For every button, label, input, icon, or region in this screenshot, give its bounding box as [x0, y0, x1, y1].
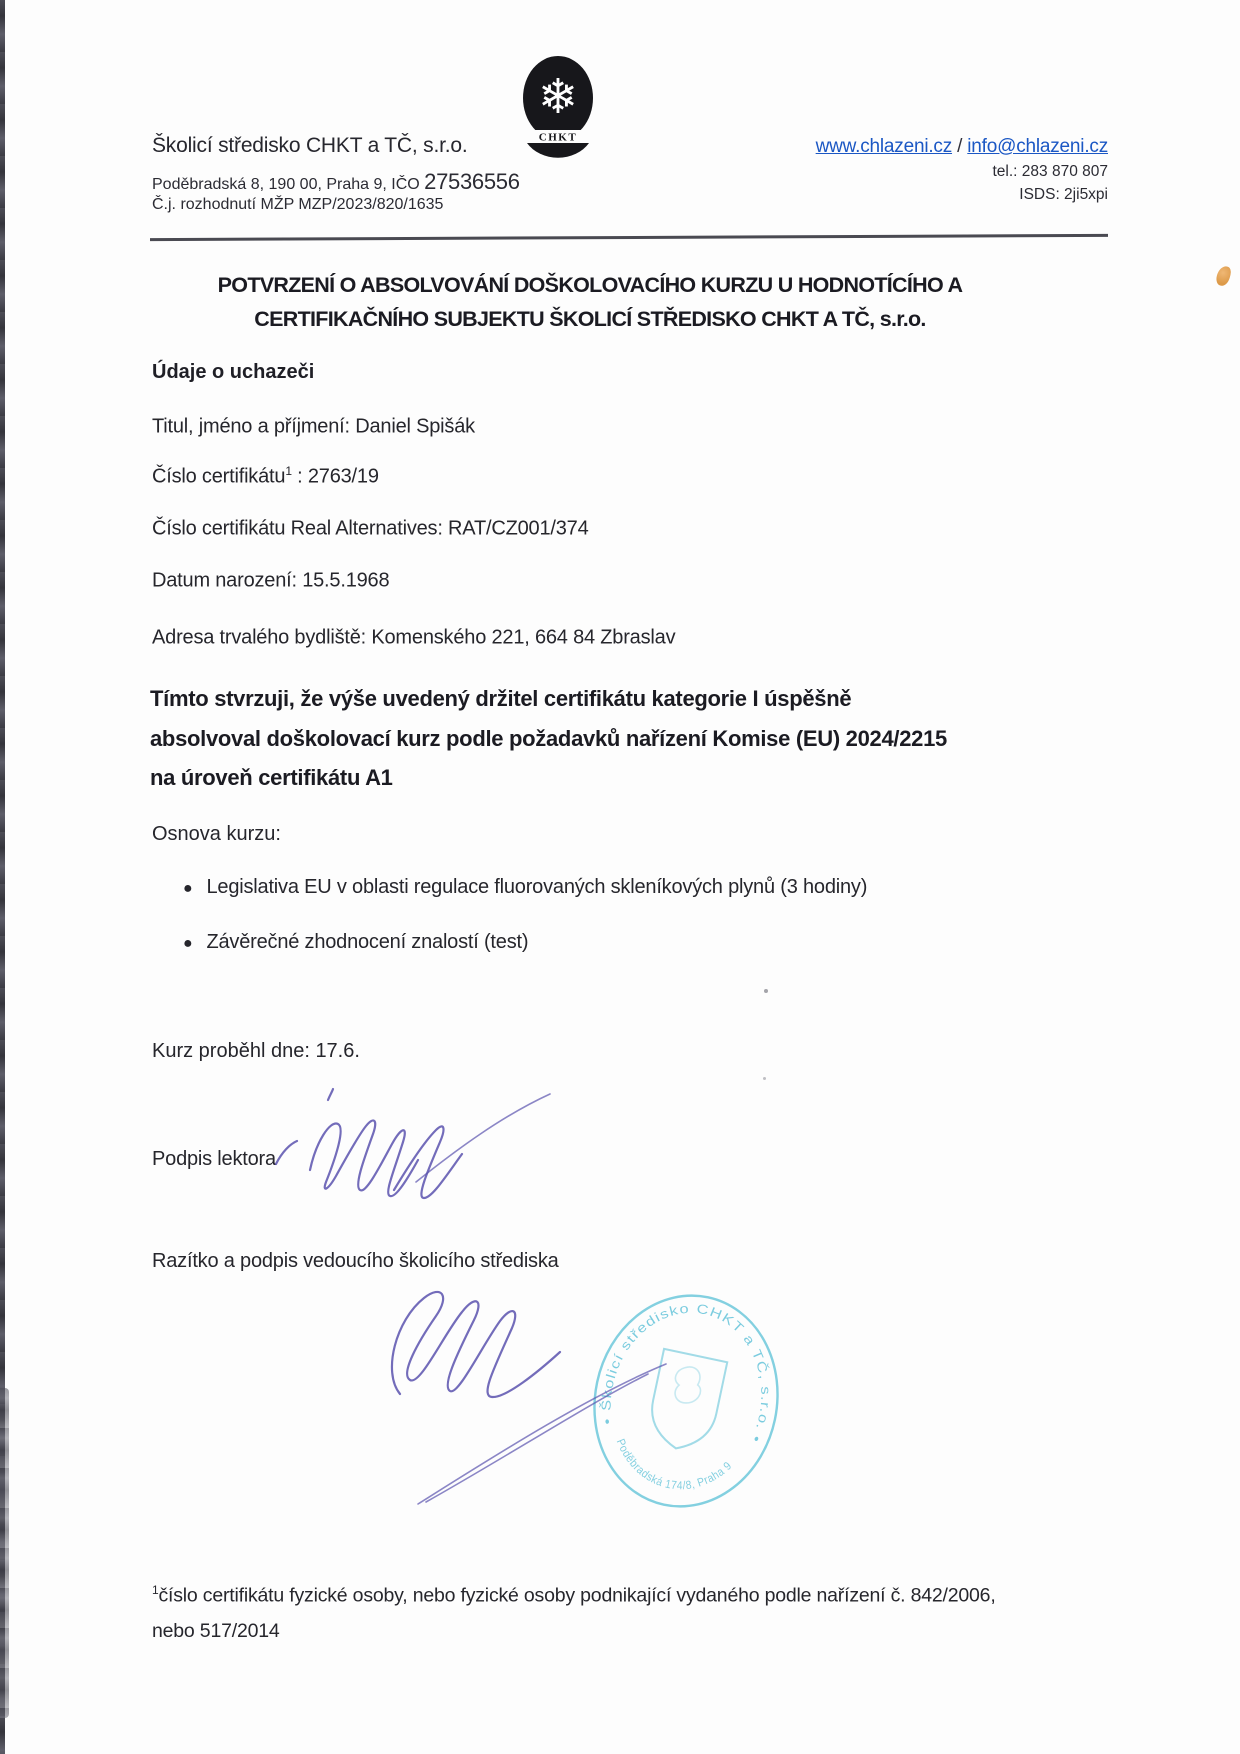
field-value: : 2763/19	[291, 465, 379, 488]
field-row-name	[152, 414, 475, 439]
director-signature-ink	[348, 1276, 683, 1516]
scan-edge-artifact	[0, 1388, 9, 1718]
email-link[interactable]: info@chlazeni.cz	[967, 136, 1108, 157]
bullet-icon: ●	[183, 880, 193, 897]
ink-speck	[764, 989, 768, 993]
chkt-logo	[523, 56, 593, 160]
statement-line2: absolvoval doškolovací kurz podle požadavků nařízení Komise (EU) 2024/2215	[150, 725, 947, 751]
bullet-text: Závěrečné zhodnocení znalostí (test)	[206, 931, 529, 953]
header-divider	[150, 234, 1108, 241]
footnote-sup: 1	[152, 1583, 159, 1597]
field-label: Adresa trvalého bydliště:	[152, 626, 367, 649]
isds-number: ISDS: 2ji5xpi	[1019, 186, 1108, 203]
document-title	[150, 268, 1108, 336]
document-title-line1: POTVRZENÍ O ABSOLVOVÁNÍ DOŠKOLOVACÍHO KURZU U HODNOTÍCÍHO A	[217, 273, 963, 297]
field-value: RAT/CZ001/374	[442, 517, 589, 540]
field-value: Daniel Spišák	[349, 415, 475, 438]
address-text: Poděbradská 8, 190 00, Praha 9, IČO	[152, 176, 425, 193]
course-bullet-item	[183, 931, 528, 957]
ico-number: 27536556	[424, 169, 520, 194]
field-label: Titul, jméno a příjmení:	[152, 415, 350, 438]
phone-number: tel.: 283 870 807	[992, 163, 1108, 180]
lecturer-signature-ink	[266, 1086, 558, 1218]
lecturer-signature-label: Podpis lektora	[152, 1148, 276, 1170]
course-bullet-item	[183, 876, 867, 902]
footnote-line1	[152, 1573, 996, 1614]
bullet-icon: ●	[183, 935, 193, 952]
bullet-text: Legislativa EU v oblasti regulace fluorovaných skleníkových plynů (3 hodiny)	[206, 876, 868, 898]
ink-speck	[763, 1077, 766, 1080]
section-heading-applicant: Údaje o uchazeči	[152, 361, 315, 383]
field-label: Číslo certifikátu Real Alternatives:	[152, 517, 443, 540]
stamp-ring-text-bottom: Poděbradská 174/8, Praha 9	[613, 1437, 736, 1493]
contact-block	[816, 136, 1108, 204]
field-row-birthdate	[152, 568, 389, 593]
field-row-real-alternatives	[152, 516, 589, 541]
course-outline-heading: Osnova kurzu:	[152, 823, 281, 845]
logo-label: CHKT	[538, 131, 578, 144]
company-name: Školicí středisko CHKT a TČ, s.r.o.	[152, 134, 468, 157]
field-sup: 1	[285, 464, 292, 478]
field-row-address	[152, 625, 675, 650]
field-value: Komenského 221, 664 84 Zbraslav	[366, 626, 676, 649]
link-separator: /	[952, 136, 968, 157]
field-row-certificate-number	[152, 464, 379, 489]
field-value: 15.5.1968	[296, 569, 390, 592]
footnote-line2: nebo 517/2014	[152, 1619, 280, 1642]
scan-smudge-artifact	[1215, 265, 1232, 288]
stamp-ring-text-top: • Školicí středisko CHKT a TČ, s.r.o. •	[598, 1300, 774, 1445]
course-date: Kurz proběhl dne: 17.6.	[152, 1040, 360, 1062]
footnote-text: číslo certifikátu fyzické osoby, nebo fyzické osoby podnikající vydaného podle nařízení č. 842/2006,	[158, 1584, 996, 1607]
certification-statement	[150, 679, 1150, 798]
statement-line3: na úroveň certifikátu A1	[150, 765, 393, 790]
document-title-line2: CERTIFIKAČNÍHO SUBJEKTU ŠKOLICÍ STŘEDISKO CHKT A TČ, s.r.o.	[254, 307, 926, 331]
snowflake-icon: ❄	[537, 71, 579, 124]
field-label: Datum narození:	[152, 569, 297, 592]
stamp-signature-label: Razítko a podpis vedoucího školicího střediska	[152, 1250, 559, 1272]
company-address	[152, 169, 520, 195]
company-reference: Č.j. rozhodnutí MŽP MZP/2023/820/1635	[152, 196, 444, 213]
field-label: Číslo certifikátu	[152, 465, 286, 488]
statement-line1: Tímto stvrzuji, že výše uvedený držitel certifikátu kategorie I úspěšně	[150, 686, 852, 711]
footnote	[152, 1573, 996, 1649]
website-link[interactable]: www.chlazeni.cz	[815, 136, 953, 157]
